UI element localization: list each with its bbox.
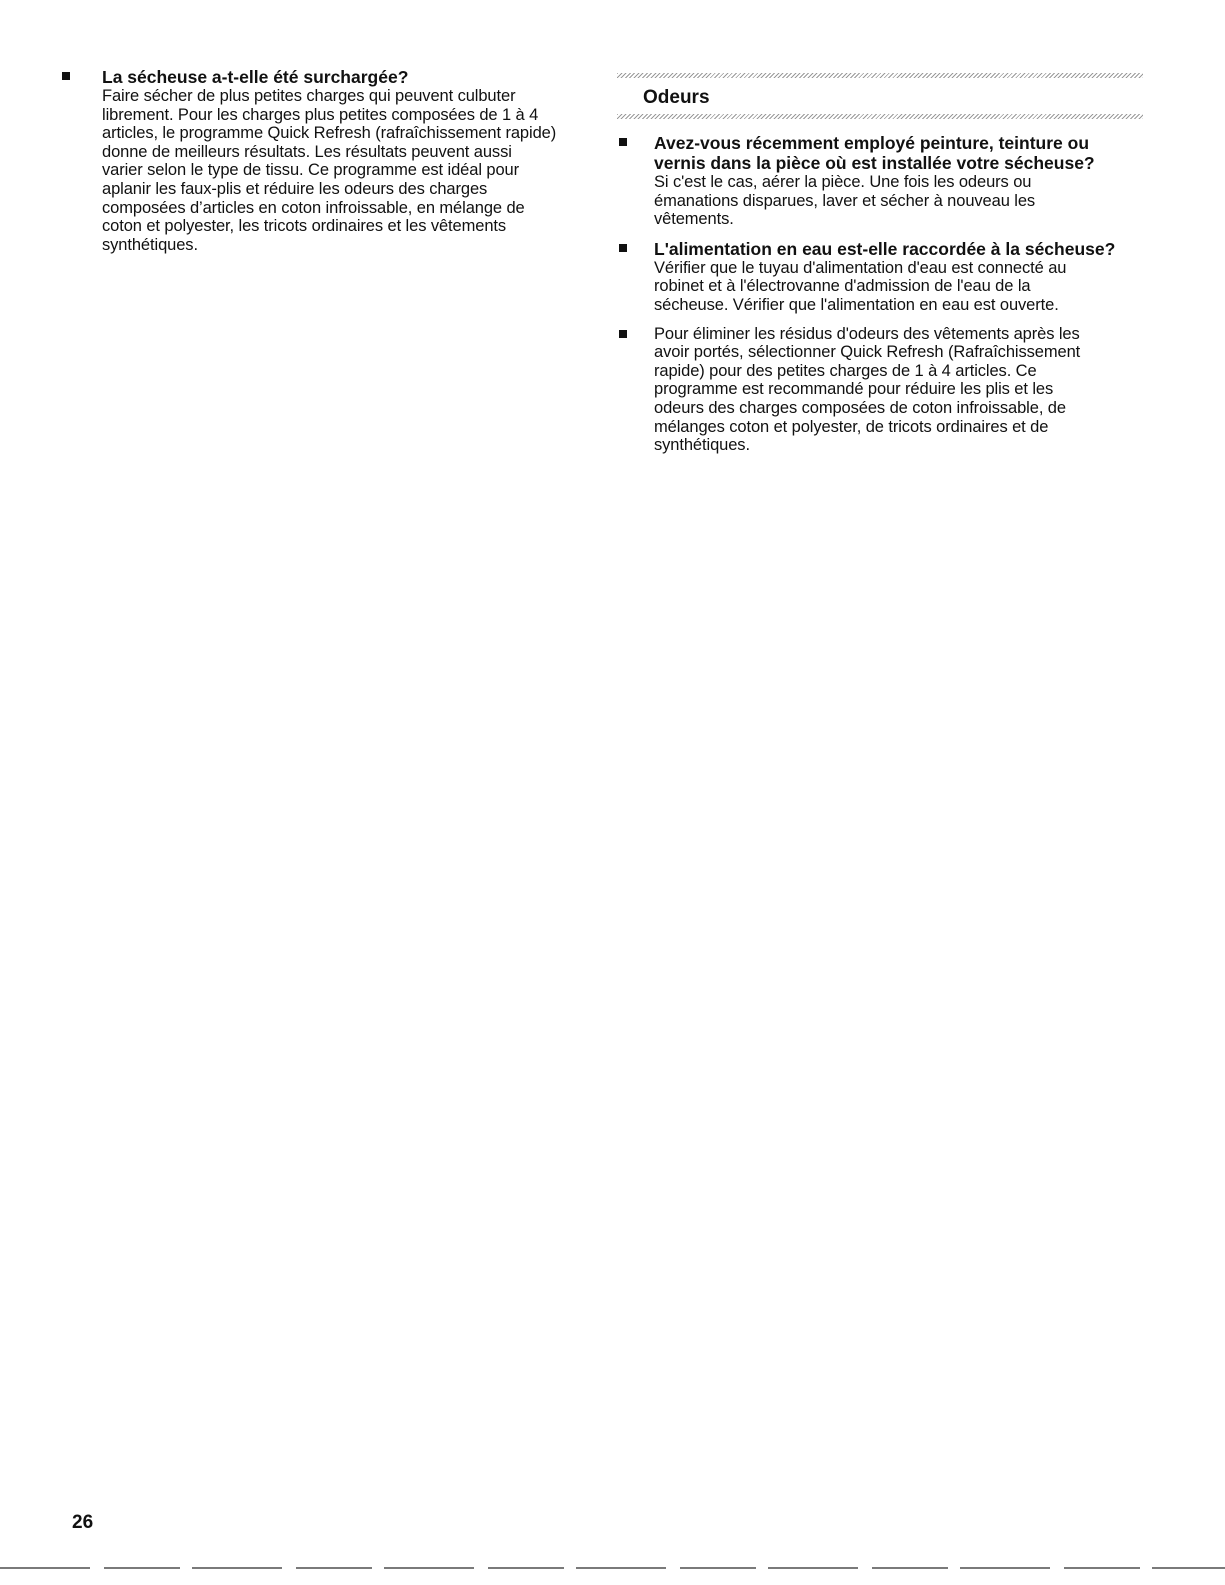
body-line: odeurs des charges composées de coton infroissable, de xyxy=(654,398,1066,417)
body-line: Faire sécher de plus petites charges qui peuvent culbuter xyxy=(102,87,516,105)
body-line: robinet et à l'électrovanne d'admission de l'eau de la xyxy=(654,277,1031,296)
body-line: programme est recommandé pour réduire les plis et les xyxy=(654,380,1054,399)
body-line: mélanges coton et polyester, de tricots ordinaires et de xyxy=(654,417,1049,436)
body-line: librement. Pour les charges plus petites composées de 1 à 4 xyxy=(102,105,539,124)
body-line: Vérifier que le tuyau d'alimentation d'eau est connecté au xyxy=(654,258,1067,277)
item-body xyxy=(654,173,1157,229)
title-line: vernis dans la pièce où est installée votre sécheuse? xyxy=(654,153,1095,173)
title-line: Avez-vous récemment employé peinture, teinture ou xyxy=(654,133,1090,153)
body-line: Pour éliminer les résidus d'odeurs des vêtements après les xyxy=(654,324,1080,343)
page-number: 26 xyxy=(72,1512,94,1533)
left-column xyxy=(60,67,600,268)
right-column xyxy=(617,73,1157,465)
body-line: synthétiques. xyxy=(654,436,750,455)
square-bullet-icon xyxy=(619,138,627,146)
body-line: émanations disparues, laver et sécher à nouveau les xyxy=(654,191,1036,210)
section-list xyxy=(617,133,1157,455)
item-title xyxy=(654,239,1157,259)
square-bullet-icon xyxy=(619,330,627,338)
body-line: composées d’articles en coton infroissable, en mélange de xyxy=(102,198,525,217)
list-item xyxy=(617,239,1157,315)
list-item xyxy=(60,67,600,254)
square-bullet-icon xyxy=(619,244,627,252)
list-item xyxy=(617,325,1157,455)
item-body xyxy=(102,87,600,254)
body-line: rapide) pour des petites charges de 1 à 4 articles. Ce xyxy=(654,361,1037,380)
body-line: varier selon le type de tissu. Ce programme est idéal pour xyxy=(102,161,519,180)
body-line: coton et polyester, les tricots ordinaires et les vêtements xyxy=(102,217,507,236)
section-title: Odeurs xyxy=(643,87,710,108)
body-line: articles, le programme Quick Refresh (rafraîchissement rapide) xyxy=(102,124,557,143)
body-line: sécheuse. Vérifier que l'alimentation en eau est ouverte. xyxy=(654,295,1059,314)
item-body xyxy=(654,325,1157,455)
list-item xyxy=(617,133,1157,229)
body-line: Si c'est le cas, aérer la pièce. Une fois les odeurs ou xyxy=(654,173,1032,191)
section-top-rule xyxy=(617,73,1143,78)
body-line: synthétiques. xyxy=(102,235,198,254)
page-bottom-rule xyxy=(0,1567,1225,1569)
section-bottom-rule xyxy=(617,114,1143,119)
item-title xyxy=(654,133,1157,173)
item-body xyxy=(654,259,1157,315)
square-bullet-icon xyxy=(62,72,70,80)
title-line: L'alimentation en eau est-elle raccordée à la sécheuse? xyxy=(654,238,1116,259)
body-line: avoir portés, sélectionner Quick Refresh (Rafraîchissement xyxy=(654,343,1081,362)
body-line: vêtements. xyxy=(654,210,734,229)
body-line: aplanir les faux-plis et réduire les odeurs des charges xyxy=(102,179,488,198)
item-title: La sécheuse a-t-elle été surchargée? xyxy=(102,67,409,87)
body-line: donne de meilleurs résultats. Les résultats peuvent aussi xyxy=(102,142,512,161)
